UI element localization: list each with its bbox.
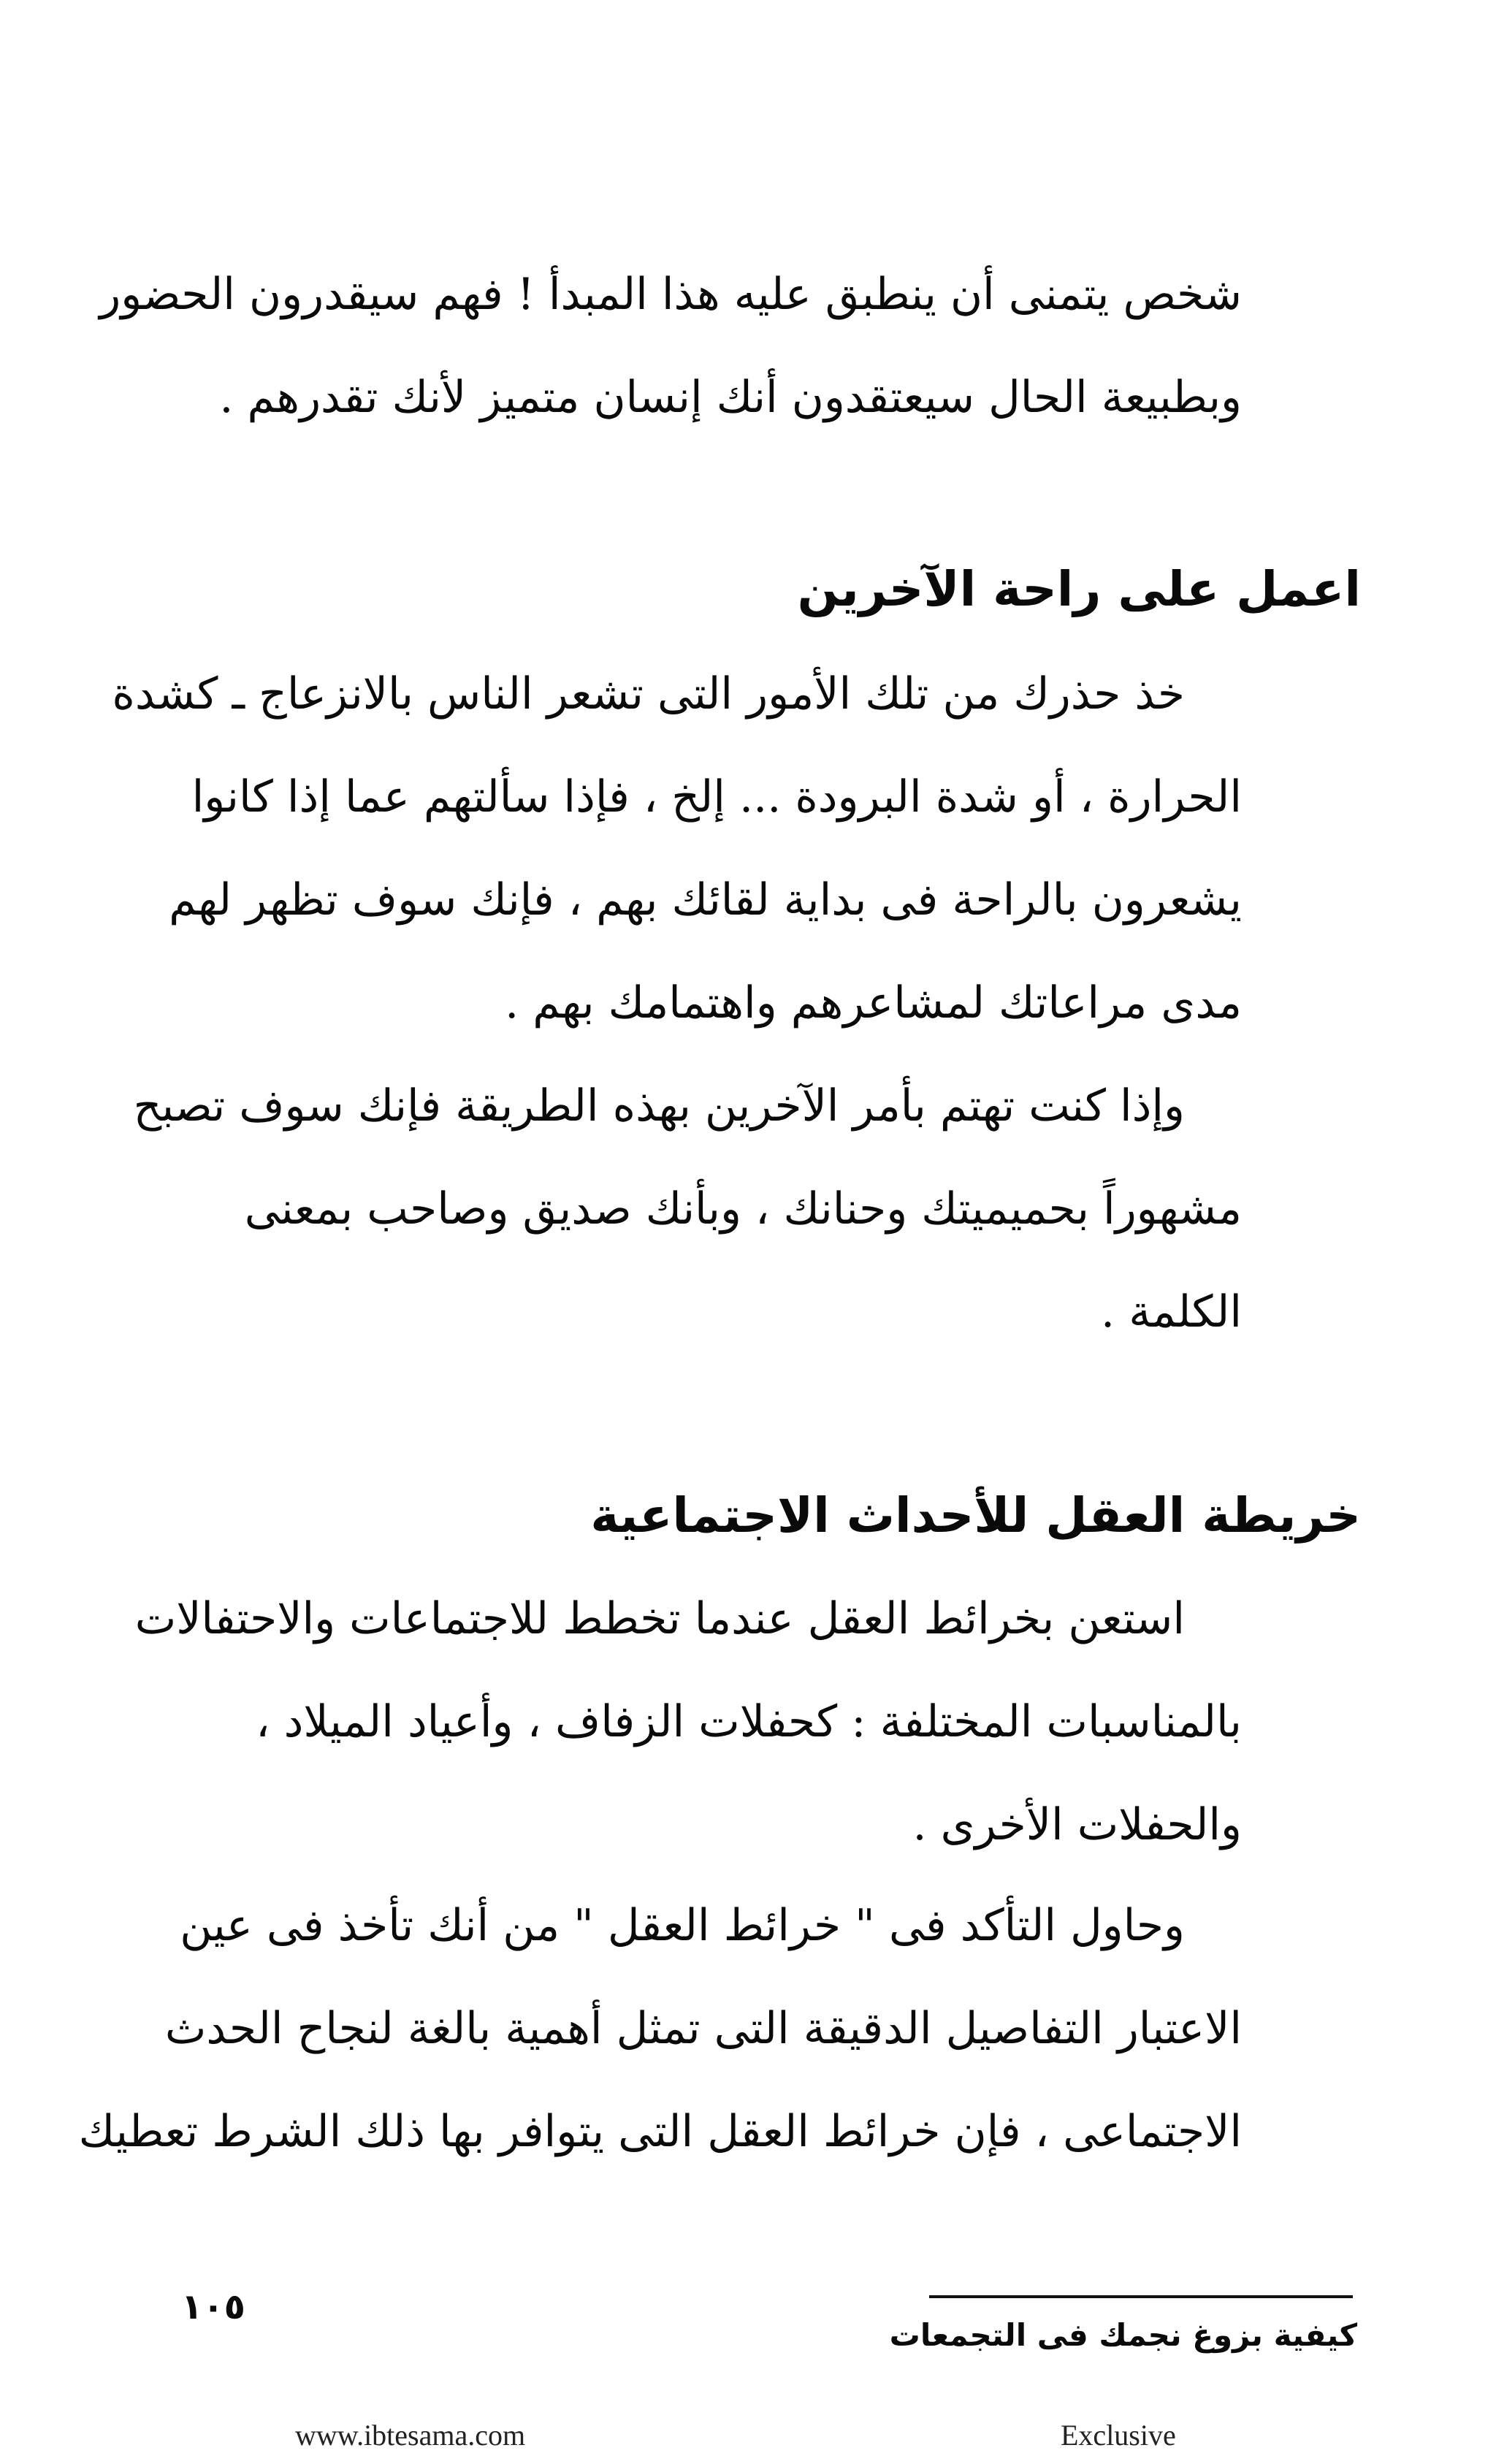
text-line: شخص يتمنى أن ينطبق عليه هذا المبدأ ! فهم سيقدرون الحضور [99, 269, 1242, 320]
text-line: خذ حذرك من تلك الأمور التى تشعر الناس بالانزعاج ـ كشدة [112, 668, 1185, 720]
section1-paragraph-2 [133, 1055, 1242, 1364]
page-number: ١٠٥ [181, 2286, 245, 2327]
text-line: يشعرون بالراحة فى بداية لقائك بهم ، فإنك سوف تظهر لهم [169, 874, 1242, 926]
section-heading-comfort: اعمل على راحة الآخرين [797, 561, 1361, 617]
footer-divider [929, 2295, 1353, 2298]
section1-paragraph-1 [112, 643, 1242, 1055]
text-line: والحفلات الأخرى . [912, 1799, 1242, 1850]
text-line: بالمناسبات المختلفة : كحفلات الزفاف ، وأعياد الميلاد ، [256, 1696, 1242, 1747]
watermark-url: www.ibtesama.com [295, 2419, 526, 2452]
text-line: مشهوراً بحميميتك وحنانك ، وبأنك صديق وصاحب بمعنى [244, 1183, 1242, 1235]
section2-paragraph-2 [78, 1874, 1242, 2183]
running-footer-title: كيفية بزوغ نجمك فى التجمعات [889, 2317, 1357, 2353]
text-line: استعن بخرائط العقل عندما تخطط للاجتماعات والاحتفالات [134, 1593, 1185, 1644]
watermark-exclusive: Exclusive [1061, 2419, 1176, 2452]
section2-paragraph-1 [134, 1568, 1242, 1877]
text-line: الكلمة . [1101, 1286, 1242, 1338]
section-heading-mind-map: خريطة العقل للأحداث الاجتماعية [590, 1487, 1361, 1544]
text-line: وإذا كنت تهتم بأمر الآخرين بهذه الطريقة فإنك سوف تصبح [133, 1080, 1185, 1132]
text-line: الاجتماعى ، فإن خرائط العقل التى يتوافر بها ذلك الشرط تعطيك [78, 2106, 1242, 2157]
text-line: الحرارة ، أو شدة البرودة ... إلخ ، فإذا سألتهم عما إذا كانوا [191, 771, 1242, 823]
intro-paragraph [99, 243, 1242, 449]
text-line: وحاول التأكد فى " خرائط العقل " من أنك تأخذ فى عين [180, 1900, 1185, 1951]
text-line: وبطبيعة الحال سيعتقدون أنك إنسان متميز لأنك تقدرهم . [219, 372, 1242, 423]
text-line: مدى مراعاتك لمشاعرهم واهتمامك بهم . [505, 977, 1242, 1029]
text-line: الاعتبار التفاصيل الدقيقة التى تمثل أهمية بالغة لنجاح الحدث [164, 2003, 1242, 2054]
